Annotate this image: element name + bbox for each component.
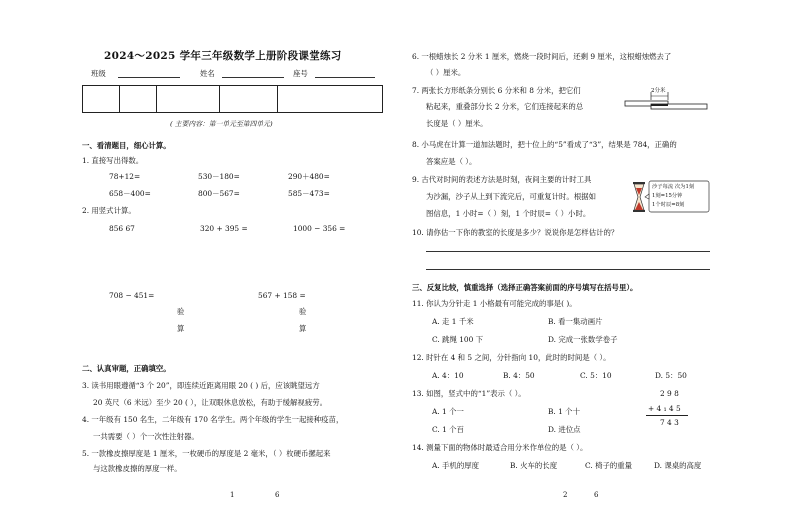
score-cell[interactable]	[278, 86, 383, 113]
class-label: 班级	[91, 69, 106, 78]
section1-heading: 一、看清题目，细心计算。	[82, 141, 171, 150]
check-label: 验	[177, 307, 185, 316]
check-label: 算	[177, 324, 185, 333]
q11-option[interactable]: B. 看一集动画片	[548, 317, 603, 326]
q14-option[interactable]: C. 椅子的重量	[585, 461, 633, 470]
q14-option[interactable]: D. 课桌的高度	[654, 461, 702, 470]
vertical-sum: 7 4 3	[660, 418, 679, 427]
name-blank[interactable]	[222, 77, 284, 78]
paper-strip-figure	[624, 88, 708, 118]
q13-option[interactable]: A. 1 个一	[432, 407, 464, 416]
q14-text: 14. 测量下面的物体时最适合用分米作单位的是（ ）。	[412, 443, 588, 452]
oral-item: 585－473=	[288, 189, 330, 198]
q6-line: 6. 一根蜡烛长 2 分米 1 厘米，燃烧一段时间后，还剩 9 厘米，这根蜡烛燃去了	[412, 52, 672, 61]
q3-line: 3. 读书用眼遵循“3 个 20”，即连续近距离用眼 20 ( ) 后，应该眺望远方	[82, 381, 320, 390]
q8-line: 答案应是（ ）。	[426, 157, 477, 166]
section2-heading: 二、认真审题，正确填空。	[82, 364, 171, 373]
q1-text: 1. 直接写出得数。	[82, 156, 144, 165]
vertical-item: 1000 − 356 =	[293, 224, 346, 233]
score-cell[interactable]	[157, 86, 220, 113]
vertical-addend-top: 2 9 8	[660, 389, 679, 398]
q9-line: 图信息，1 小时=（ ）刻，1 个时辰=（ ）小时。	[426, 209, 591, 218]
page-total: 6	[275, 491, 280, 499]
q13-text: 13. 如图，竖式中的“1”表示（ ）。	[412, 389, 526, 398]
oral-item: 78+12=	[109, 172, 141, 181]
page-title: 2024～2025 学年三年级数学上册阶段课堂练习	[104, 50, 342, 62]
q3-line: 20 英尺（6 米远）至少 20 ( ），让双眼休息放松，有助于缓解视疲劳。	[93, 398, 327, 407]
q13-option[interactable]: B. 1 个十	[548, 407, 580, 416]
check-label: 算	[299, 324, 307, 333]
q11-option[interactable]: A. 走 1 千米	[432, 317, 474, 326]
q7-line: 7. 两张长方形纸条分别长 6 分米和 8 分米，把它们	[412, 86, 581, 95]
vertical-item: 708 − 451=	[109, 291, 155, 300]
hourglass-figure	[631, 180, 711, 214]
section3-heading: 三、反复比较，慎重选择（选择正确答案前面的序号填写在括号里）。	[412, 283, 638, 292]
q12-option[interactable]: C. 5：10	[580, 371, 612, 380]
q4-line: 一共需要（ ）个一次性注射器。	[93, 432, 199, 441]
vertical-sum-line	[646, 415, 688, 416]
q6-line: （ ）厘米。	[426, 68, 466, 77]
q13-option[interactable]: D. 进位点	[548, 425, 581, 434]
q8-line: 8. 小马虎在计算一道加法题时，把十位上的“5”看成了“3”，结果是 784，正确的	[412, 140, 677, 149]
q12-option[interactable]: D. 5：50	[655, 371, 687, 380]
vertical-item: 856 67	[109, 224, 135, 233]
page-total: 6	[594, 491, 599, 499]
score-cell[interactable]	[120, 86, 157, 113]
answer-line[interactable]	[426, 269, 710, 270]
q4-line: 4. 一年级有 150 名生，二年级有 170 名学生。两个年级的学生一起接种疫苗，	[82, 415, 344, 424]
seat-blank[interactable]	[315, 77, 375, 78]
q14-option[interactable]: A. 手机的厚度	[432, 461, 479, 470]
q5-line: 与这款橡皮擦的厚度一样。	[93, 464, 182, 473]
q14-option[interactable]: B. 火车的长度	[510, 461, 558, 470]
q9-line: 9. 古代对时间的表述方法是时刻，夜间主要的计时工具	[412, 175, 592, 184]
oral-item: 530－180=	[198, 172, 240, 181]
q7-line: 粘起来，重叠部分长 2 分米，它们连接起来的总	[426, 102, 584, 111]
q13-option[interactable]: C. 1 个百	[432, 425, 464, 434]
hourglass-note: 1刻=15分钟	[652, 193, 683, 199]
class-blank[interactable]	[118, 77, 180, 78]
scope-note: ( 主要内容：第一单元至第四单元)	[170, 120, 273, 128]
q10-text: 10. 请你估一下你的教室的长度是多少？说说你是怎样估计的？	[412, 228, 619, 237]
q7-line: 长度是（ ）厘米。	[426, 119, 488, 128]
q11-option[interactable]: D. 完成一张数学卷子	[548, 335, 618, 344]
answer-line[interactable]	[426, 251, 710, 252]
q5-line: 5. 一款橡皮擦厚度是 1 厘米，一枚硬币的厚度是 2 毫米，（ ）枚硬币摞起来	[82, 449, 331, 458]
score-cell[interactable]	[83, 86, 120, 113]
score-cell[interactable]	[220, 86, 278, 113]
q11-text: 11. 你认为分针走 1 小格最有可能完成的事是( )。	[412, 299, 577, 308]
name-label: 姓名	[200, 69, 215, 78]
score-table	[82, 85, 383, 113]
q11-option[interactable]: C. 跳绳 100 下	[432, 335, 484, 344]
q12-text: 12. 时针在 4 和 5 之间，分针指向 10，此时的时间是（ ）。	[412, 353, 611, 362]
strip-overlap-label: 2分米	[651, 88, 666, 94]
q12-option[interactable]: A. 4：10	[432, 371, 464, 380]
page-number: 1	[230, 491, 235, 499]
q12-option[interactable]: B. 4：50	[503, 371, 535, 380]
oral-item: 800－567=	[198, 189, 240, 198]
check-label: 验	[299, 307, 307, 316]
q9-line: 为沙漏，沙子从上到下流完后，可重复计时。根据如	[426, 192, 596, 201]
hourglass-note: 沙子每流 次为1刻	[652, 184, 695, 190]
oral-item: 658－400=	[109, 189, 151, 198]
q2-text: 2. 用竖式计算。	[82, 206, 136, 215]
oral-item: 290＋480=	[288, 172, 330, 181]
vertical-item: 320 + 395 =	[200, 224, 248, 233]
vertical-item: 567 + 158 =	[258, 291, 306, 300]
page-number: 2	[563, 491, 568, 499]
vertical-addend-bottom: + 4 ₁ 4 5	[648, 404, 681, 413]
seat-label: 座号	[293, 69, 308, 78]
hourglass-note: 1个时辰=8刻	[652, 202, 685, 208]
